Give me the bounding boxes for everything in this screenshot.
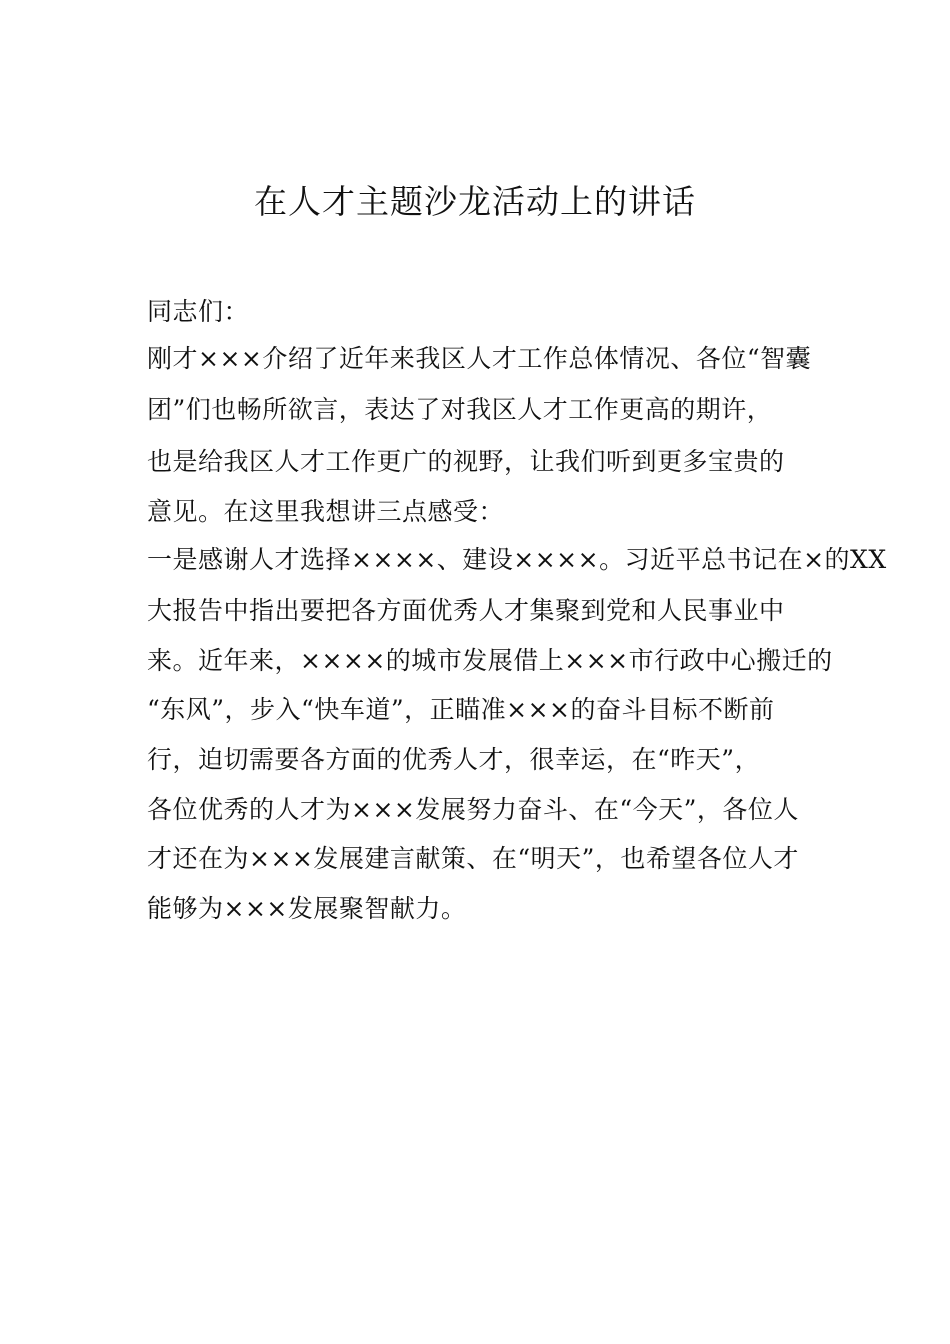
paragraph-line: 大报告中指出要把各方面优秀人才集聚到党和人民事业中	[147, 596, 785, 625]
paragraph-line: 团”们也畅所欲言，表达了对我区人才工作更高的期许，	[147, 395, 773, 424]
paragraph-line: 也是给我区人才工作更广的视野，让我们听到更多宝贵的	[147, 447, 785, 476]
paragraph-line: 刚才×××介绍了近年来我区人才工作总体情况、各位“智囊	[147, 344, 812, 373]
paragraph-line: 才还在为×××发展建言献策、在“明天”，也希望各位人才	[147, 844, 799, 873]
paragraph-line: “东风”，步入“快车道”，正瞄准×××的奋斗目标不断前	[147, 695, 775, 724]
paragraph-line: 各位优秀的人才为×××发展努力奋斗、在“今天”，各位人	[147, 795, 799, 824]
paragraph-line: 行，迫切需要各方面的优秀人才，很幸运，在“昨天”，	[147, 745, 761, 774]
paragraph-line: 意见。在这里我想讲三点感受：	[147, 497, 505, 526]
paragraph-line: 来。近年来，××××的城市发展借上×××市行政中心搬迁的	[147, 646, 833, 675]
paragraph-line: 一是感谢人才选择××××、建设××××。习近平总书记在×的XX	[147, 545, 887, 574]
paragraph-line: 能够为×××发展聚智献力。	[147, 894, 467, 923]
document-title: 在人才主题沙龙活动上的讲话	[254, 182, 696, 222]
salutation-line: 同志们：	[147, 297, 250, 326]
